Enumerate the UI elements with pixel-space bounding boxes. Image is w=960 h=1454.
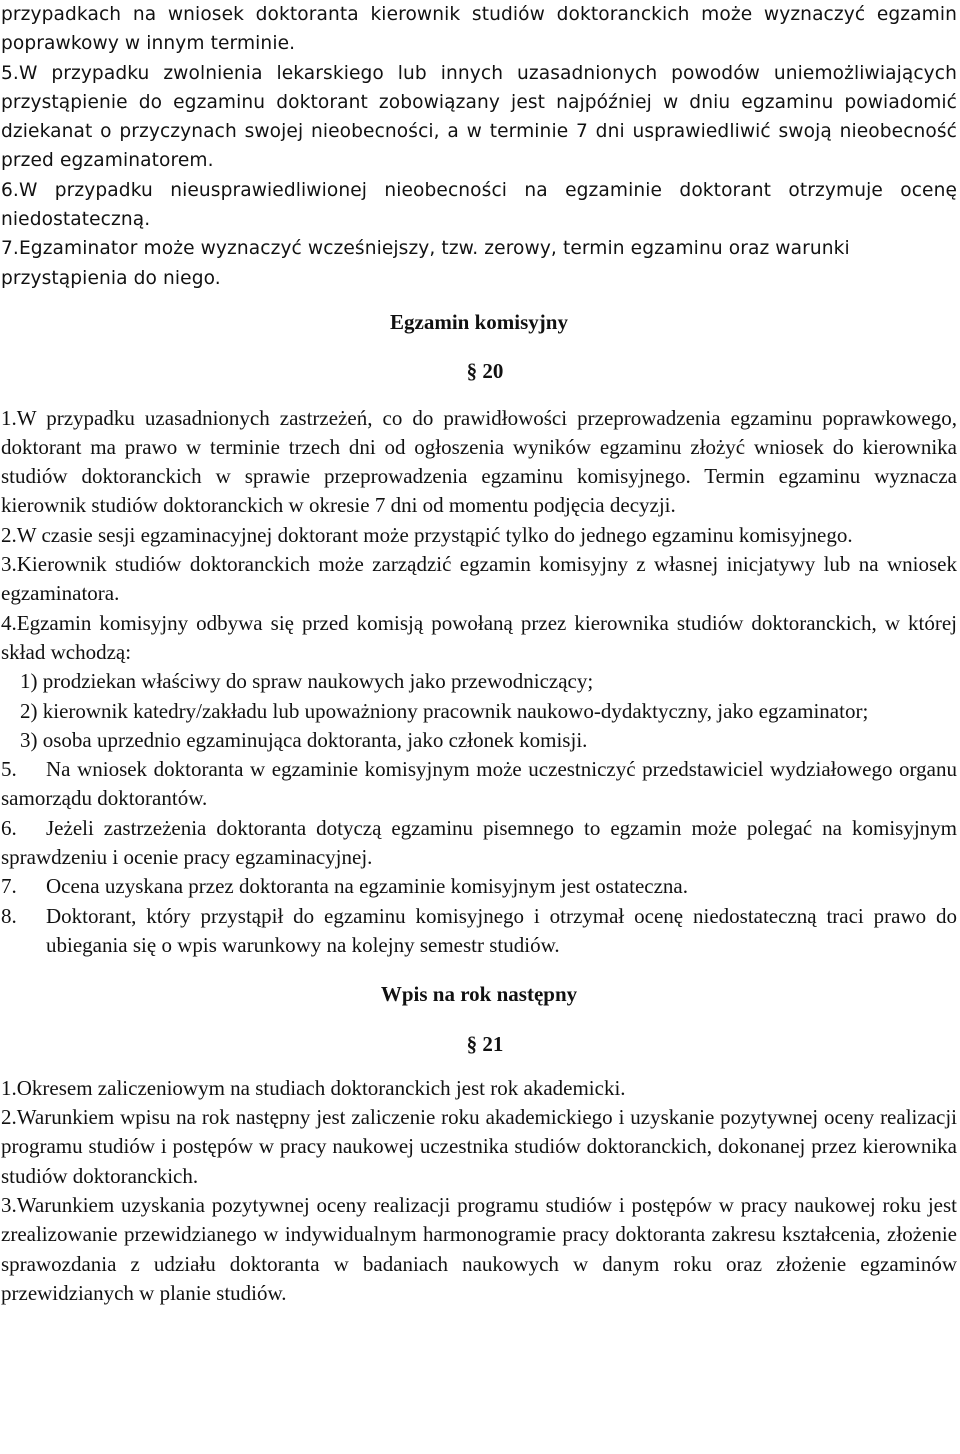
s20-item-7-number: 7. [1,874,17,899]
section-number-20: § 20 [466,359,504,384]
paragraph-5: 5.W przypadku zwolnienia lekarskiego lub innych uzasadnionych powodów uniemożliwiających przystąpienie do egzaminu doktorant zobowiązany jest najpóźniej w dniu egzaminu powiadomić dziekanat o przyczynach swojej nieobecności, a w terminie 7 dni usprawiedliwić swoją nieobecność przed egzaminatorem. [1,62,957,172]
paragraph-6: 6.W przypadku nieusprawiedliwionej nieobecności na egzaminie doktorant otrzymuje ocenę niedostateczną. [1,179,957,231]
s20-subitem-1: 1) prodziekan właściwy do spraw naukowych jako przewodniczący; [20,669,594,694]
section-title-egzamin-komisyjny: Egzamin komisyjny [390,309,568,334]
s20-item-7 [1,872,957,901]
s20-item-5-text: Na wniosek doktoranta w egzaminie komisyjnym może uczestniczyć przedstawiciel wydziałowego organu samorządu doktorantów. [1,757,957,811]
s20-item-3: 3.Kierownik studiów doktoranckich może zarządzić egzamin komisyjny z własnej inicjatywy lub na wniosek egzaminatora. [1,552,957,606]
s20-item-6-number: 6. [1,815,17,840]
s20-item-6-text: Jeżeli zastrzeżenia doktoranta dotyczą egzaminu pisemnego to egzamin może polegać na komisyjnym sprawdzeniu i ocenie pracy egzaminacyjnej. [1,815,957,870]
s20-item-4: 4.Egzamin komisyjny odbywa się przed komisją powołaną przez kierownika studiów doktoranckich, w której skład wchodzą: [1,610,957,664]
s20-item-6 [1,814,957,873]
s20-subitem-2: 2) kierownik katedry/zakładu lub upoważniony pracownik naukowo-dydaktyczny, jako egzaminator; [20,698,869,723]
s21-item-2: 2.Warunkiem wpisu na rok następny jest zaliczenie roku akademickiego i uzyskanie pozytywnej oceny realizacji programu studiów i postępów w pracy naukowej uczestnika studiów doktoranckich, dokonanej przez kierownika studiów doktoranckich. [1,1105,957,1188]
section-title-wpis-na-rok: Wpis na rok następny [380,982,578,1007]
s21-item-3: 3.Warunkiem uzyskania pozytywnej oceny realizacji programu studiów i postępów w pracy naukowej roku jest zrealizowanie przewidzianego w indywidualnym harmonogramie pracy doktoranta zakresu kształcenia, złożenie sprawozdania z udziału doktoranta w badaniach naukowych w danym roku oraz złożenie egzaminów przewidzianych w planie studiów. [1,1192,957,1305]
s20-item-8-text: Doktorant, który przystąpił do egzaminu komisyjnego i otrzymał ocenę niedostateczną traci prawo do ubiegania się o wpis warunkowy na kolejny semestr studiów. [46,903,957,957]
s20-item-5-number: 5. [1,757,17,782]
paragraph-4-continued: przypadkach na wniosek doktoranta kierownik studiów doktoranckich może wyznaczyć egzamin poprawkowy w innym terminie. [1,4,957,55]
s20-item-5 [1,755,957,814]
paragraph-7: 7.Egzaminator może wyznaczyć wcześniejszy, tzw. zerowy, termin egzaminu oraz warunki przystąpienia do niego. [1,238,850,289]
s20-item-8-number: 8. [1,903,17,928]
s20-subitem-3: 3) osoba uprzednio egzaminująca doktoranta, jako członek komisji. [20,727,588,752]
s21-item-1: 1.Okresem zaliczeniowym na studiach doktoranckich jest rok akademicki. [1,1075,626,1100]
s20-item-2: 2.W czasie sesji egzaminacyjnej doktorant może przystąpić tylko do jednego egzaminu komisyjnego. [1,522,853,547]
s20-item-7-text: Ocena uzyskana przez doktoranta na egzaminie komisyjnym jest ostateczna. [46,874,688,899]
s20-item-8 [1,902,957,961]
section-number-21: § 21 [466,1031,504,1056]
s20-item-1: 1.W przypadku uzasadnionych zastrzeżeń, co do prawidłowości przeprowadzenia egzaminu poprawkowego, doktorant ma prawo w terminie trzech dni od ogłoszenia wyników egzaminu złożyć wniosek do kierownika studiów doktoranckich w sprawie przeprowadzenia egzaminu komisyjnego. Termin egzaminu wyznacza kierownik studiów doktoranckich w okresie 7 dni od momentu podjęcia decyzji. [1,405,957,518]
